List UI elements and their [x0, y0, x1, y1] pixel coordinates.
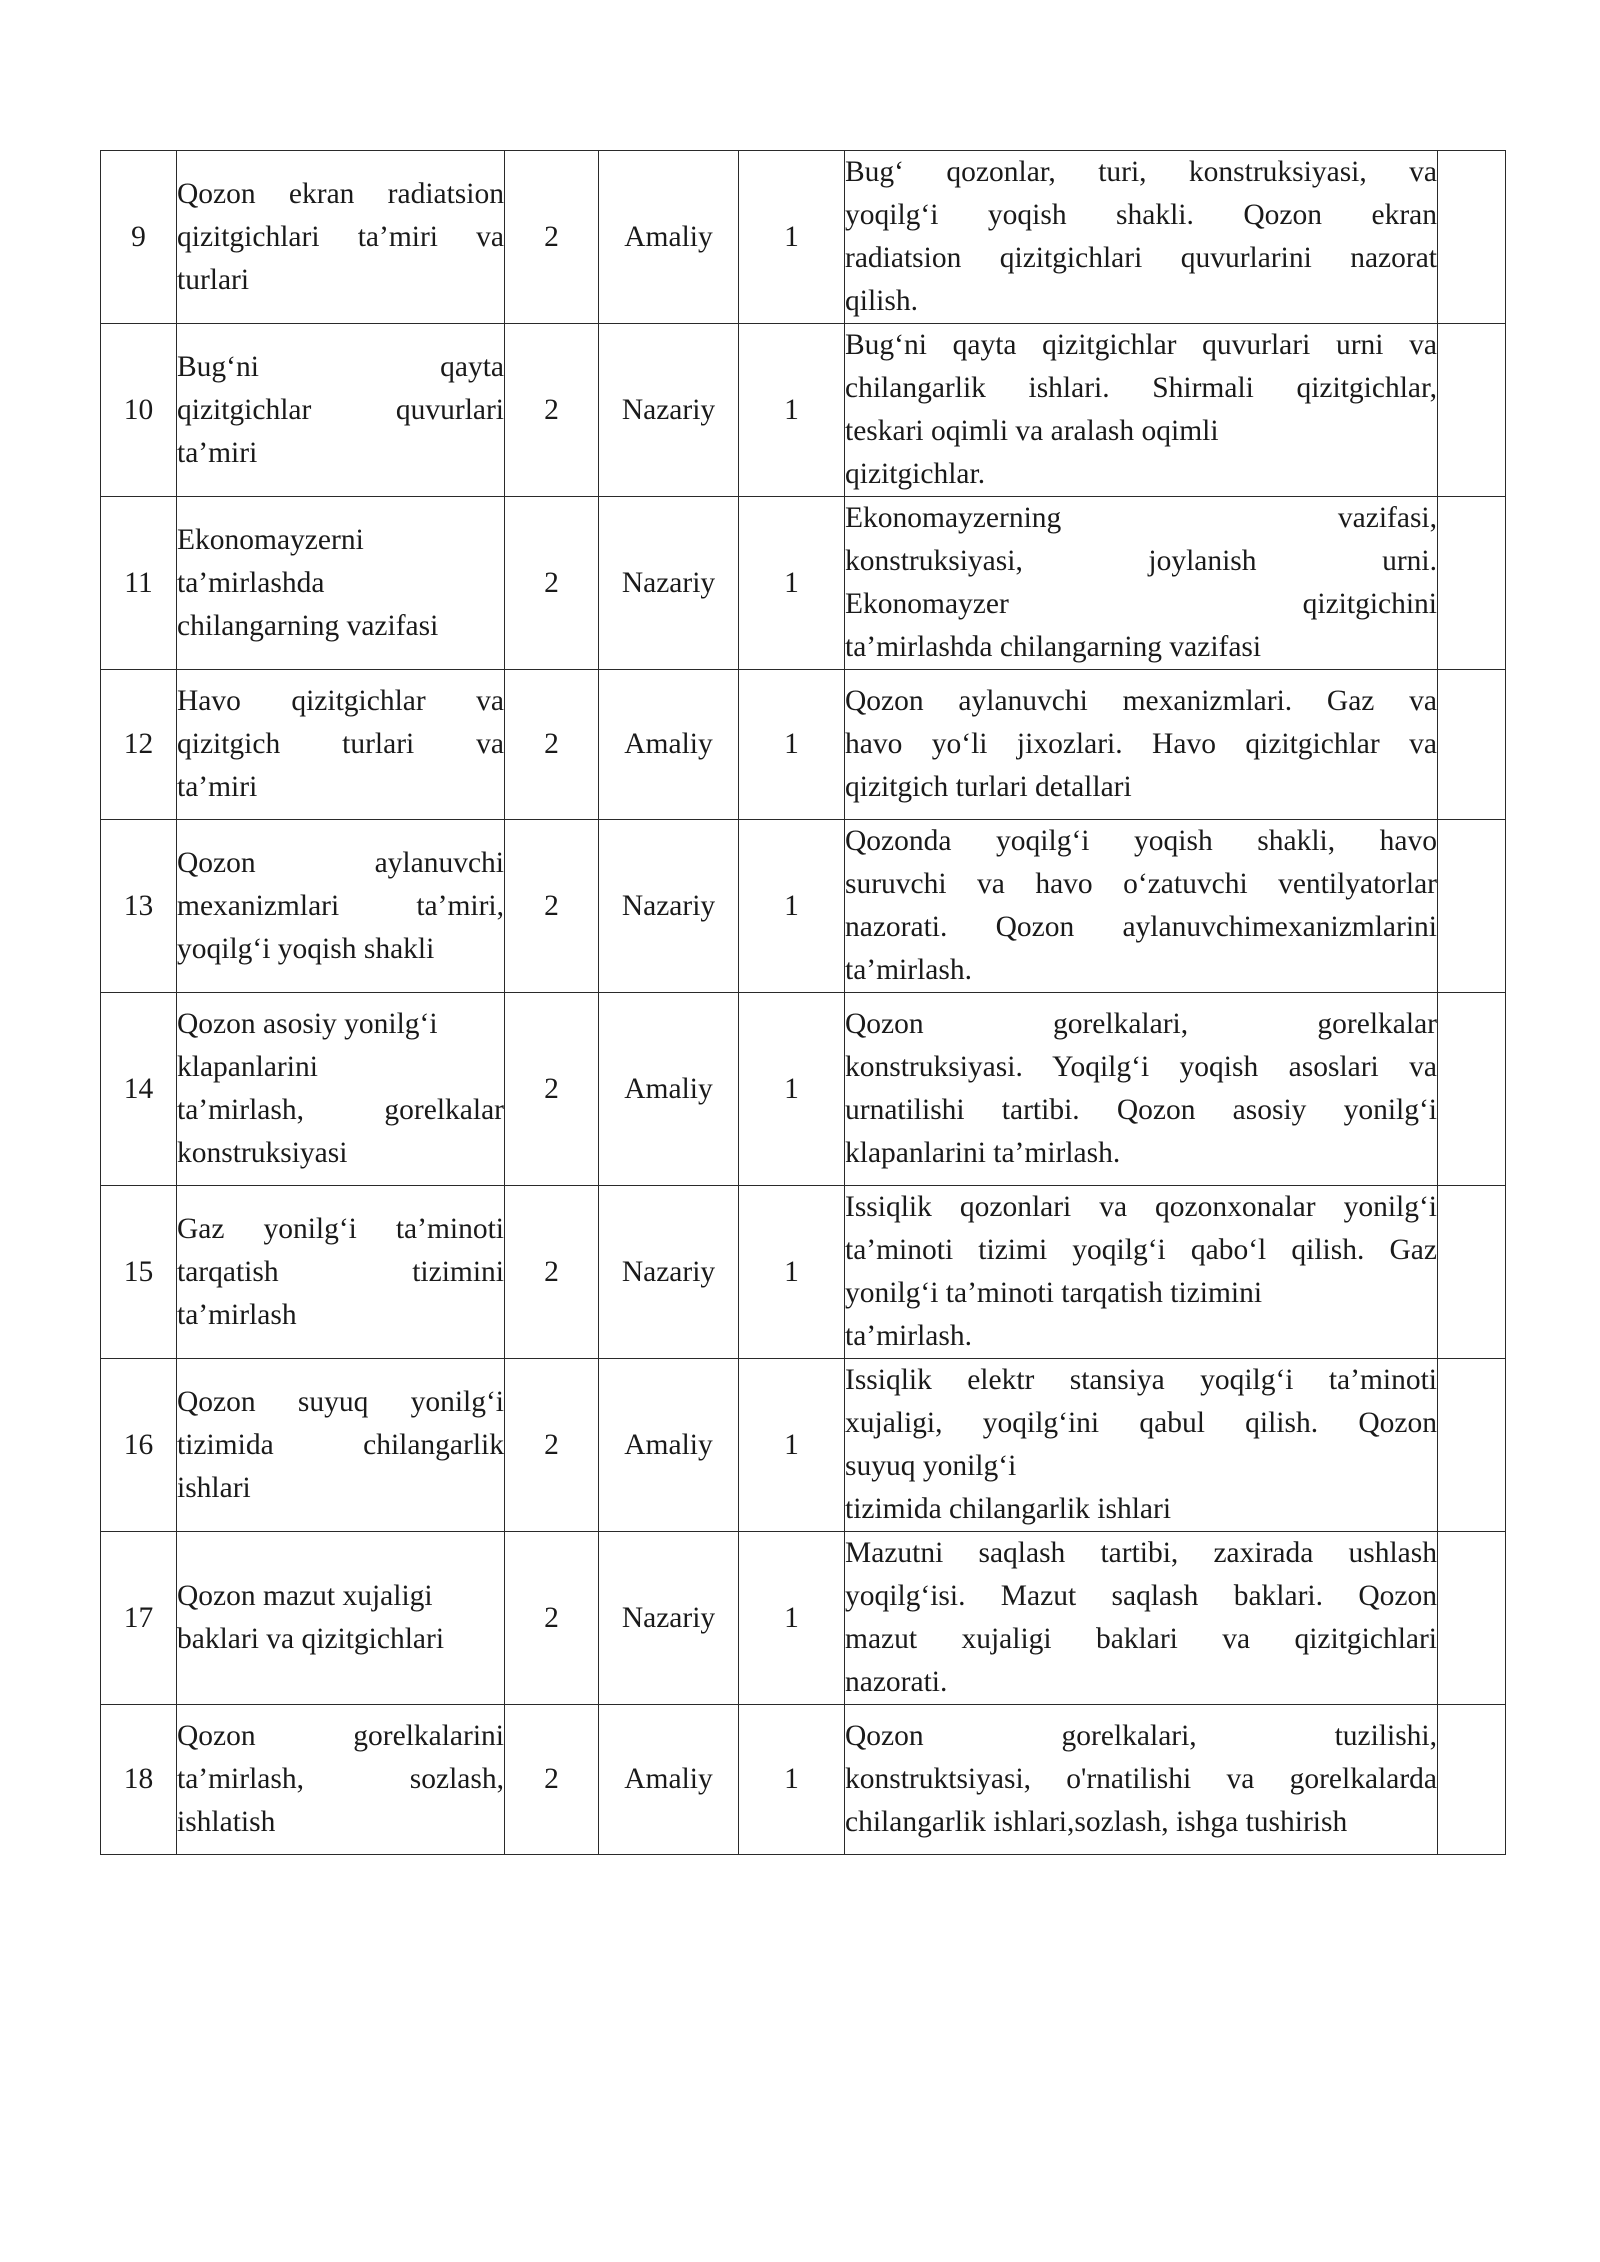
table-row — [101, 1359, 1506, 1532]
description-cell-line: Qozonda yoqilg‘i yoqish shakli, havo — [845, 825, 1437, 857]
count-cell: 1 — [739, 1359, 845, 1532]
lesson-type-cell: Amaliy — [599, 151, 739, 324]
description-cell-line: konstruksiyasi. Yoqilg‘i yoqish asoslari va — [845, 1051, 1437, 1083]
topic-cell-line: qizitgich turlari va — [177, 728, 504, 760]
hours-cell: 2 — [505, 670, 599, 820]
count-cell: 1 — [739, 151, 845, 324]
empty-cell — [1438, 1705, 1506, 1855]
description-cell-line: yoqilg‘isi. Mazut saqlash baklari. Qozon — [845, 1580, 1437, 1612]
topic-cell-line: tizimida chilangarlik — [177, 1428, 504, 1461]
empty-cell — [1438, 820, 1506, 993]
topic-cell-line: ta’miri — [177, 436, 258, 469]
topic-cell — [177, 497, 505, 670]
table-row — [101, 1532, 1506, 1705]
description-cell — [845, 1186, 1438, 1359]
topic-cell — [177, 1532, 505, 1705]
count-cell: 1 — [739, 1705, 845, 1855]
description-cell-line: tizimida chilangarlik ishlari — [845, 1493, 1172, 1525]
row-number: 9 — [101, 151, 177, 324]
topic-cell-line: Qozon gorelkalarini — [177, 1720, 504, 1752]
topic-cell-line: ta’mirlash, gorelkalar — [177, 1094, 504, 1126]
hours-cell: 2 — [505, 324, 599, 497]
topic-cell-line: ta’mirlash — [177, 1298, 297, 1331]
row-number: 18 — [101, 1705, 177, 1855]
description-cell-line: mazut xujaligi baklari va qizitgichlari — [845, 1623, 1437, 1655]
description-cell-line: chilangarlik ishlari. Shirmali qizitgichlar, — [845, 372, 1437, 404]
count-cell: 1 — [739, 1532, 845, 1705]
row-number: 10 — [101, 324, 177, 497]
topic-cell — [177, 151, 505, 324]
description-cell — [845, 820, 1438, 993]
description-cell — [845, 1705, 1438, 1855]
empty-cell — [1438, 497, 1506, 670]
description-cell-line: Qozon aylanuvchi mexanizmlari. Gaz va — [845, 685, 1437, 717]
topic-cell-line: Qozon mazut xujaligi — [177, 1580, 433, 1612]
description-cell — [845, 497, 1438, 670]
description-cell-line: Qozon gorelkalari, tuzilishi, — [845, 1720, 1437, 1752]
topic-cell-line: ta’mirlashda — [177, 566, 325, 599]
lesson-type-cell: Nazariy — [599, 1532, 739, 1705]
description-cell — [845, 1359, 1438, 1532]
description-cell-line: nazorati. Qozon aylanuvchimexanizmlarini — [845, 911, 1437, 943]
description-cell-line: Ekonomayzer qizitgichini — [845, 588, 1437, 620]
description-cell — [845, 670, 1438, 820]
topic-cell-line: Bug‘ni qayta — [177, 350, 504, 383]
description-cell-line: qizitgichlar. — [845, 458, 986, 490]
lesson-type-cell: Nazariy — [599, 324, 739, 497]
topic-cell-line: Ekonomayzerni — [177, 523, 364, 556]
count-cell: 1 — [739, 497, 845, 670]
topic-cell-line: qizitgichlari ta’miri va — [177, 220, 504, 253]
description-cell-line: ta’minoti tizimi yoqilg‘i qabo‘l qilish. Gaz — [845, 1234, 1437, 1266]
hours-cell: 2 — [505, 151, 599, 324]
description-cell-line: Issiqlik elektr stansiya yoqilg‘i ta’minoti — [845, 1364, 1437, 1396]
row-number: 17 — [101, 1532, 177, 1705]
empty-cell — [1438, 670, 1506, 820]
topic-cell-line: tarqatish tizimini — [177, 1255, 504, 1288]
topic-cell-line: Qozon suyuq yonilg‘i — [177, 1385, 504, 1418]
description-cell-line: suruvchi va havo o‘zatuvchi ventilyatorlar — [845, 868, 1437, 900]
table-row — [101, 151, 1506, 324]
description-cell-line: urnatilishi tartibi. Qozon asosiy yonilg‘i — [845, 1094, 1437, 1126]
topic-cell-line: Havo qizitgichlar va — [177, 685, 504, 717]
hours-cell: 2 — [505, 1359, 599, 1532]
count-cell: 1 — [739, 1186, 845, 1359]
lesson-type-cell: Amaliy — [599, 1705, 739, 1855]
empty-cell — [1438, 324, 1506, 497]
description-cell-line: qilish. — [845, 285, 918, 317]
description-cell-line: yonilg‘i ta’minoti tarqatish tizimini — [845, 1277, 1263, 1309]
topic-cell-line: ta’mirlash, sozlash, — [177, 1763, 504, 1795]
description-cell — [845, 993, 1438, 1186]
hours-cell: 2 — [505, 497, 599, 670]
description-cell — [845, 1532, 1438, 1705]
topic-cell — [177, 993, 505, 1186]
table-row — [101, 324, 1506, 497]
count-cell: 1 — [739, 820, 845, 993]
lesson-type-cell: Nazariy — [599, 1186, 739, 1359]
topic-cell — [177, 1359, 505, 1532]
description-cell-line: Bug‘ni qayta qizitgichlar quvurlari urni va — [845, 329, 1437, 361]
topic-cell-line: turlari — [177, 263, 250, 296]
hours-cell: 2 — [505, 1705, 599, 1855]
table-row — [101, 1705, 1506, 1855]
description-cell-line: yoqilg‘i yoqish shakli. Qozon ekran — [845, 199, 1437, 231]
row-number: 15 — [101, 1186, 177, 1359]
table-row — [101, 820, 1506, 993]
topic-cell-line: yoqilg‘i yoqish shakli — [177, 932, 435, 965]
topic-cell-line: Qozon aylanuvchi — [177, 846, 504, 879]
empty-cell — [1438, 1359, 1506, 1532]
topic-cell-line: chilangarning vazifasi — [177, 609, 439, 642]
topic-cell-line: klapanlarini — [177, 1051, 318, 1083]
description-cell-line: Ekonomayzerning vazifasi, — [845, 502, 1437, 534]
topic-cell — [177, 820, 505, 993]
description-cell-line: ta’mirlashda chilangarning vazifasi — [845, 631, 1262, 663]
lesson-type-cell: Nazariy — [599, 497, 739, 670]
table-body — [101, 151, 1506, 1855]
count-cell: 1 — [739, 993, 845, 1186]
topic-cell-line: ta’miri — [177, 771, 258, 803]
topic-cell-line: ishlatish — [177, 1806, 276, 1838]
description-cell-line: nazorati. — [845, 1666, 948, 1698]
hours-cell: 2 — [505, 820, 599, 993]
hours-cell: 2 — [505, 1186, 599, 1359]
topic-cell-line: Gaz yonilg‘i ta’minoti — [177, 1212, 504, 1245]
topic-cell — [177, 1186, 505, 1359]
topic-cell-line: baklari va qizitgichlari — [177, 1623, 445, 1655]
empty-cell — [1438, 1532, 1506, 1705]
table-row — [101, 993, 1506, 1186]
topic-cell-line: konstruksiyasi — [177, 1137, 348, 1169]
topic-cell — [177, 1705, 505, 1855]
description-cell-line: Qozon gorelkalari, gorelkalar — [845, 1008, 1437, 1040]
topic-cell — [177, 670, 505, 820]
description-cell-line: suyuq yonilg‘i — [845, 1450, 1017, 1482]
description-cell-line: Bug‘ qozonlar, turi, konstruksiyasi, va — [845, 156, 1437, 188]
description-cell-line: Issiqlik qozonlari va qozonxonalar yonilg‘i — [845, 1191, 1437, 1223]
row-number: 12 — [101, 670, 177, 820]
topic-cell-line: ishlari — [177, 1471, 251, 1504]
description-cell-line: klapanlarini ta’mirlash. — [845, 1137, 1121, 1169]
lesson-type-cell: Amaliy — [599, 1359, 739, 1532]
description-cell-line: qizitgich turlari detallari — [845, 771, 1132, 803]
description-cell-line: havo yo‘li jixozlari. Havo qizitgichlar va — [845, 728, 1437, 760]
description-cell-line: teskari oqimli va aralash oqimli — [845, 415, 1219, 447]
lesson-type-cell: Amaliy — [599, 670, 739, 820]
count-cell: 1 — [739, 670, 845, 820]
empty-cell — [1438, 993, 1506, 1186]
description-cell-line: Mazutni saqlash tartibi, zaxirada ushlash — [845, 1537, 1437, 1569]
topic-cell-line: mexanizmlari ta’miri, — [177, 889, 504, 922]
row-number: 16 — [101, 1359, 177, 1532]
topic-cell-line: Qozon ekran radiatsion — [177, 177, 504, 210]
topic-cell-line: Qozon asosiy yonilg‘i — [177, 1008, 438, 1040]
lesson-type-cell: Nazariy — [599, 820, 739, 993]
count-cell: 1 — [739, 324, 845, 497]
row-number: 11 — [101, 497, 177, 670]
description-cell-line: ta’mirlash. — [845, 954, 972, 986]
hours-cell: 2 — [505, 1532, 599, 1705]
description-cell-line: xujaligi, yoqilg‘ini qabul qilish. Qozon — [845, 1407, 1437, 1439]
row-number: 14 — [101, 993, 177, 1186]
hours-cell: 2 — [505, 993, 599, 1186]
lesson-type-cell: Amaliy — [599, 993, 739, 1186]
description-cell-line: radiatsion qizitgichlari quvurlarini nazorat — [845, 242, 1437, 274]
empty-cell — [1438, 1186, 1506, 1359]
table-row — [101, 670, 1506, 820]
topic-cell — [177, 324, 505, 497]
description-cell-line: chilangarlik ishlari,sozlash, ishga tushirish — [845, 1806, 1348, 1838]
table-row — [101, 497, 1506, 670]
table-row — [101, 1186, 1506, 1359]
curriculum-table — [100, 150, 1506, 1855]
description-cell — [845, 324, 1438, 497]
description-cell-line: konstruktsiyasi, o'rnatilishi va gorelkalarda — [845, 1763, 1437, 1795]
row-number: 13 — [101, 820, 177, 993]
empty-cell — [1438, 151, 1506, 324]
description-cell-line: ta’mirlash. — [845, 1320, 972, 1352]
description-cell — [845, 151, 1438, 324]
description-cell-line: konstruksiyasi, joylanish urni. — [845, 545, 1437, 577]
topic-cell-line: qizitgichlar quvurlari — [177, 393, 504, 426]
